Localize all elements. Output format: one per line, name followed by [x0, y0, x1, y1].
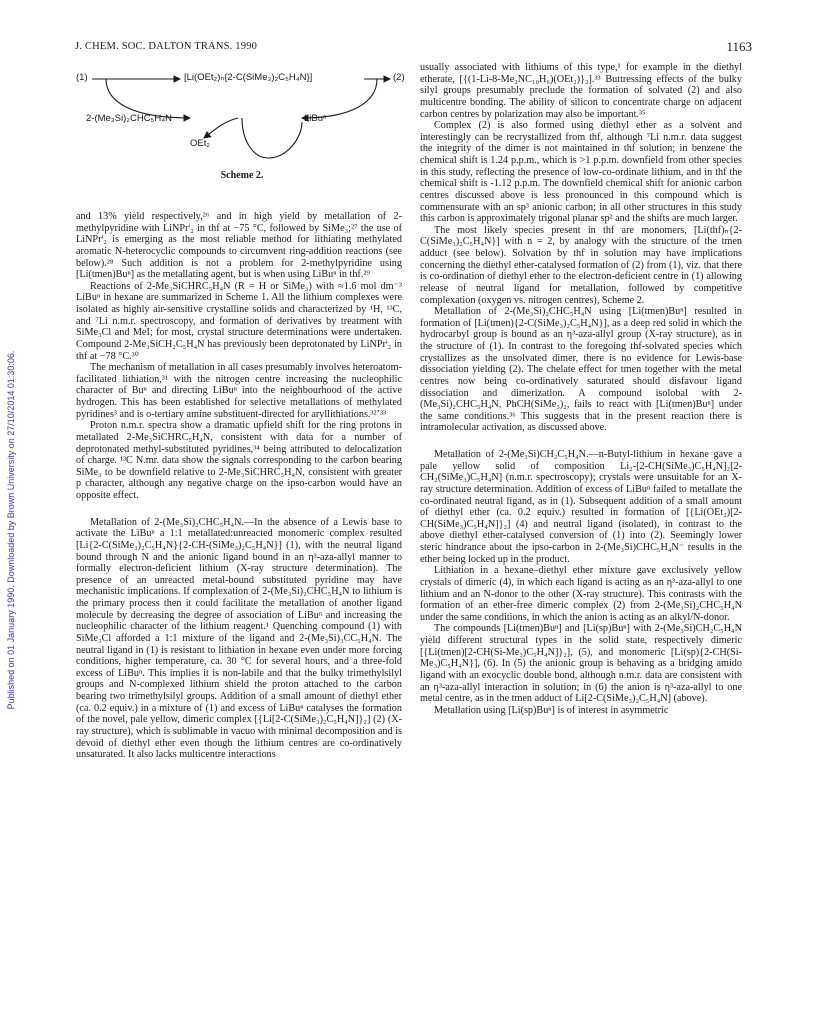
right-column: [420, 62, 742, 716]
running-header: J. CHEM. SOC. DALTON TRANS. 1990: [75, 41, 258, 52]
label-reagent: LiBuⁿ: [304, 113, 327, 124]
paragraph: The most likely species present in thf are monomers, [Li(thf)ₙ{2-C(SiMe₃)₂C₅H₄N}] with n = 2, by analogy with the structure of the tmen adduct (see below). Solvation by thf in solution may have implications concerning the diethyl ether-catalysed formation of (2) from (1), viz. that there is co-ordination of diethyl ether to the electron-deficient centre in (1) allowing release of neutral ligand for metallation, followed by competitive complexation (oxygen vs. nitrogen centres), Scheme 2.: [420, 224, 742, 306]
paragraph: Metallation of 2-(Me₃Si)₂CHC₅H₄N using [Li(tmen)Buⁿ] resulted in formation of [Li(tmen){2-C(SiMe₃)₂C₅H₄N}], as a deep red solid in which the hydrocarbyl group is bound as an η³-aza-allyl group (X-ray structure), as in the structure of (1). In contrast to the foregoing thf-solvated species which crystallizes as the unsolvated dimer, there is no evidence for Lewis-base dissociation yielding (2). The chelate effect for tmen together with the metal centres now being co-ordinatively saturated should disfavour ligand dissociation and dimerization. A compound isolobal with 2-(Me₃Si)₂CHC₅H₄N, PhCH(SiMe₃)₂, fails to react with [Li(tmen)Buⁿ] under the same conditions.³⁶ This suggests that in the present reaction there is intramolecular activation, as discussed above.: [420, 306, 742, 434]
paragraph: Proton n.m.r. spectra show a dramatic upfield shift for the ring protons in metallated 2-Me₃SiCHRC₅H₄N, consistent with data for a number of deprotonated methyl-substituted pyridines,³⁴ being attributed to delocalization of charge. ¹³C N.mr. data show the signals corresponding to the carbon bearing SiMe₃ to be downfield relative to 2-Me₃SiCHRC₅H₄N, consistent with greater p character, although any negative charge on the ipso-carbon would have an opposite effect.: [76, 420, 402, 501]
publication-note: Published on 01 January 1990. Downloaded by Brown University on 27/10/2014 01:30:06.: [6, 350, 16, 710]
label-ether: OEt₂: [190, 138, 211, 149]
page-number: 1163: [726, 39, 752, 54]
paragraph: Lithiation in a hexane–diethyl ether mixture gave exclusively yellow crystals of dimeric (4), in which each ligand is acting as an η³-aza-allyl to one lithium and an N-donor to the other (X-ray structure). This contrasts with the formation of an ether-free dimeric complex (2) from 2-(Me₃Si)₂CHC₅H₄N under the same conditions, in which the anion is acting as an alkyl/N-donor.: [420, 565, 742, 623]
paragraph: The mechanism of metallation in all cases presumably involves heteroatom-facilitated lithiation,³¹ with the nitrogen centre increasing the nucleophilic character of Buⁿ and directing LiBuⁿ into the neighbourhood of the active hydrogen. This has been established for selective metallations of methylated pyridines³ and is o-tertiary amine substituent-directed for aryllithiations.³²ʼ³³: [76, 362, 402, 420]
publication-sidebar: [4, 250, 18, 810]
paragraph: and 13% yield respectively,²⁶ and in high yield by metallation of 2-methylpyridine with LiNPrⁱ₂ in thf at −75 °C, followed by SiMe₃;²⁷ the use of LiNPrⁱ₂ is emerging as the most reliable method for lithiating methylated aromatic N-heterocyclic compounds to circumvent ring-addition reactions (see below).²⁸ Such addition is not a problem for 2-methylpyridine using [Li(tmen)Buⁿ] as the metallating agent, but is when using LiBuⁿ in thf.²⁹: [76, 211, 402, 281]
paragraph: Metallation using [Li(sp)Buⁿ] is of interest in asymmetric: [434, 704, 669, 716]
paragraph: Metallation of 2-(Me₃Si)CH₂C₅H₄N.—n-Butyl-lithium in hexane gave a pale yellow solid of composition Li₂-[2-CH(SiMe₃)C₅H₄N]₂[2-CH₂(SiMe₃)C₅H₄N] (n.m.r. spectroscopy); crystals were unsuitable for an X-ray structure determination. Addition of excess of LiBuⁿ failed to metallate the co-ordinated neutral ligand, as in (1). Subsequent addition of a small amount of diethyl ether (ca. 0.2 equiv.) resulted in formation of [{Li(OEt₂)[2-CH(SiMe₃)C₅H₄N]}₂] (4) and neutral ligand (isolated), in contrast to the above diethyl ether-catalysed conversion of (1) into (2). Seemingly lower steric hindrance about the ipso-carbon in 2-(Me₃Si)CHC₅H₄N⁻ results in the ether being locked up in the product.: [420, 449, 742, 565]
label-end: (2): [393, 72, 405, 83]
paragraph: The compounds [Li(tmen)Buⁿ] and [Li(sp)Buⁿ] with 2-(Me₃Si)CH₂C₅H₄N yield different structural types in the solid state, respectively dimeric [{Li(tmen)[2-CH(Si-Me₃)C₅H₄N]}₂], (5), and monomeric [Li(sp){2-CH(Si-Me₃)C₅H₄N}], (6). In (5) the anionic group is behaving as a bridging amido ligand with an exocyclic double bond, although n.m.r. data are consistent with an η³-aza-allyl interaction in solution; in (6) the anion is η³-aza-allyl to one metal centre, as in the tmen adduct of Li[2-C(SiMe₃)₂C₅H₄N] (above).: [420, 623, 742, 705]
left-column: [76, 211, 402, 761]
label-ligand: 2-(Me₃Si)₂CHC₅H₄N: [86, 113, 172, 124]
paragraph: Reactions of 2-Me₃SiCHRC₅H₄N (R = H or SiMe₃) with ≈1.6 mol dm⁻³ LiBuⁿ in hexane are summarized in Scheme 1. All the lithium complexes were isolated as highly air-sensitive crystalline solids and characterized by ¹H, ¹³C, and ⁷Li n.m.r. spectroscopy, and formation of derivatives by treatment with SiMe₃Cl and MeI; for most, crystal structure determinations were undertaken. Compound 2-Me₃SiCH₂C₅H₄N has previously been deprotonated by LiNPrⁱ₂ in thf at −78 °C.³⁰: [76, 280, 402, 362]
paragraph: Complex (2) is also formed using diethyl ether as a solvent and interestingly can be recrystallized from thf, although ⁷Li n.m.r. data suggest the integrity of the dimer is not maintained in thf solution; in benzene the chemical shift is 1.24 p.p.m., which is >1 p.p.m. downfield from other species in this study, reflecting the presence of low-co-ordinate lithium, and in thf the chemical shift is -1.12 p.p.m. The downfield chemical shift for anionic carbon centres discussed above is less pronounced in this compound which is commensurate with an sp³ anionic carbon; in all other structures in this study this carbon is approximately trigonal planar sp² and the shifts are much larger.: [420, 120, 742, 225]
scheme-caption: Scheme 2.: [220, 170, 264, 181]
paragraph: Metallation of 2-(Me₃Si)₂CHC₅H₄N.—In the absence of a Lewis base to activate the LiBuⁿ a 1:1 metallated:unreacted monomeric complex resulted [Li{2-C(SiMe₃)₂C₅H₄N}{2-CH-(SiMe₃)₂C₅H₄N}] (1), with the neutral ligand bound through N and the anionic ligand bound in an η³-aza-allyl manner to formally electron-deficient lithium (X-ray structure determination). The presence of an unreacted metal-bound substituted pyridine may have mechanistic implications. If complexation of 2-(Me₃Si)₂CHC₅H₄N to lithium is the primary process then it could facilitate the metallation of another ligand molecule by decreasing the degree of association of LiBuⁿ and increasing the nucleophilic character of the lithium reagent.¹ Quenching compound (1) with SiMe₃Cl afforded a 1:1 mixture of the ligand and 2-(Me₃Si)₃CC₅H₄N. The neutral ligand in (1) is resistant to lithiation in hexane even under more forcing conditions, higher temperature, ca. 30 °C for several hours, and a three-fold excess of LiBuⁿ. This implies it is non-labile and that the bulky trimethylsilyl groups and N-complexed lithium shield the proton attached to the carbon bearing two trimethylsilyl groups. Addition of a small amount of diethyl ether (ca. 0.2 equiv.) in a mixture of (1) and excess of LiBuⁿ catalyses the formation of the novel, pale yellow, dimeric complex [{Li[2-C(SiMe₃)₂C₅H₄N]}₂] (2) (X-ray structure), which is sublimable in vacuo with minimal decomposition and is devoid of diethyl ether even though the lithium centres are co-ordinatively unsaturated. It also lacks multicentre interactions: [76, 516, 402, 761]
label-product: [Li(OEt₂)ₙ{2-C(SiMe₃)₂C₅H₄N}]: [184, 72, 313, 83]
paragraph: usually associated with lithiums of this type,¹ for example in the diethyl etherate, [{(1-Li-8-Me₂NC₁₀H₆)(OEt₂)}₂].³³ Buttressing effects of the bulky silyl groups presumably preclude the formation of solvated (2) and also multicentre bonding. The ability of silicon to concentrate charge on adjacent carbon centres by polarization may also be important.³⁵: [420, 62, 742, 120]
label-start: (1): [76, 72, 88, 83]
